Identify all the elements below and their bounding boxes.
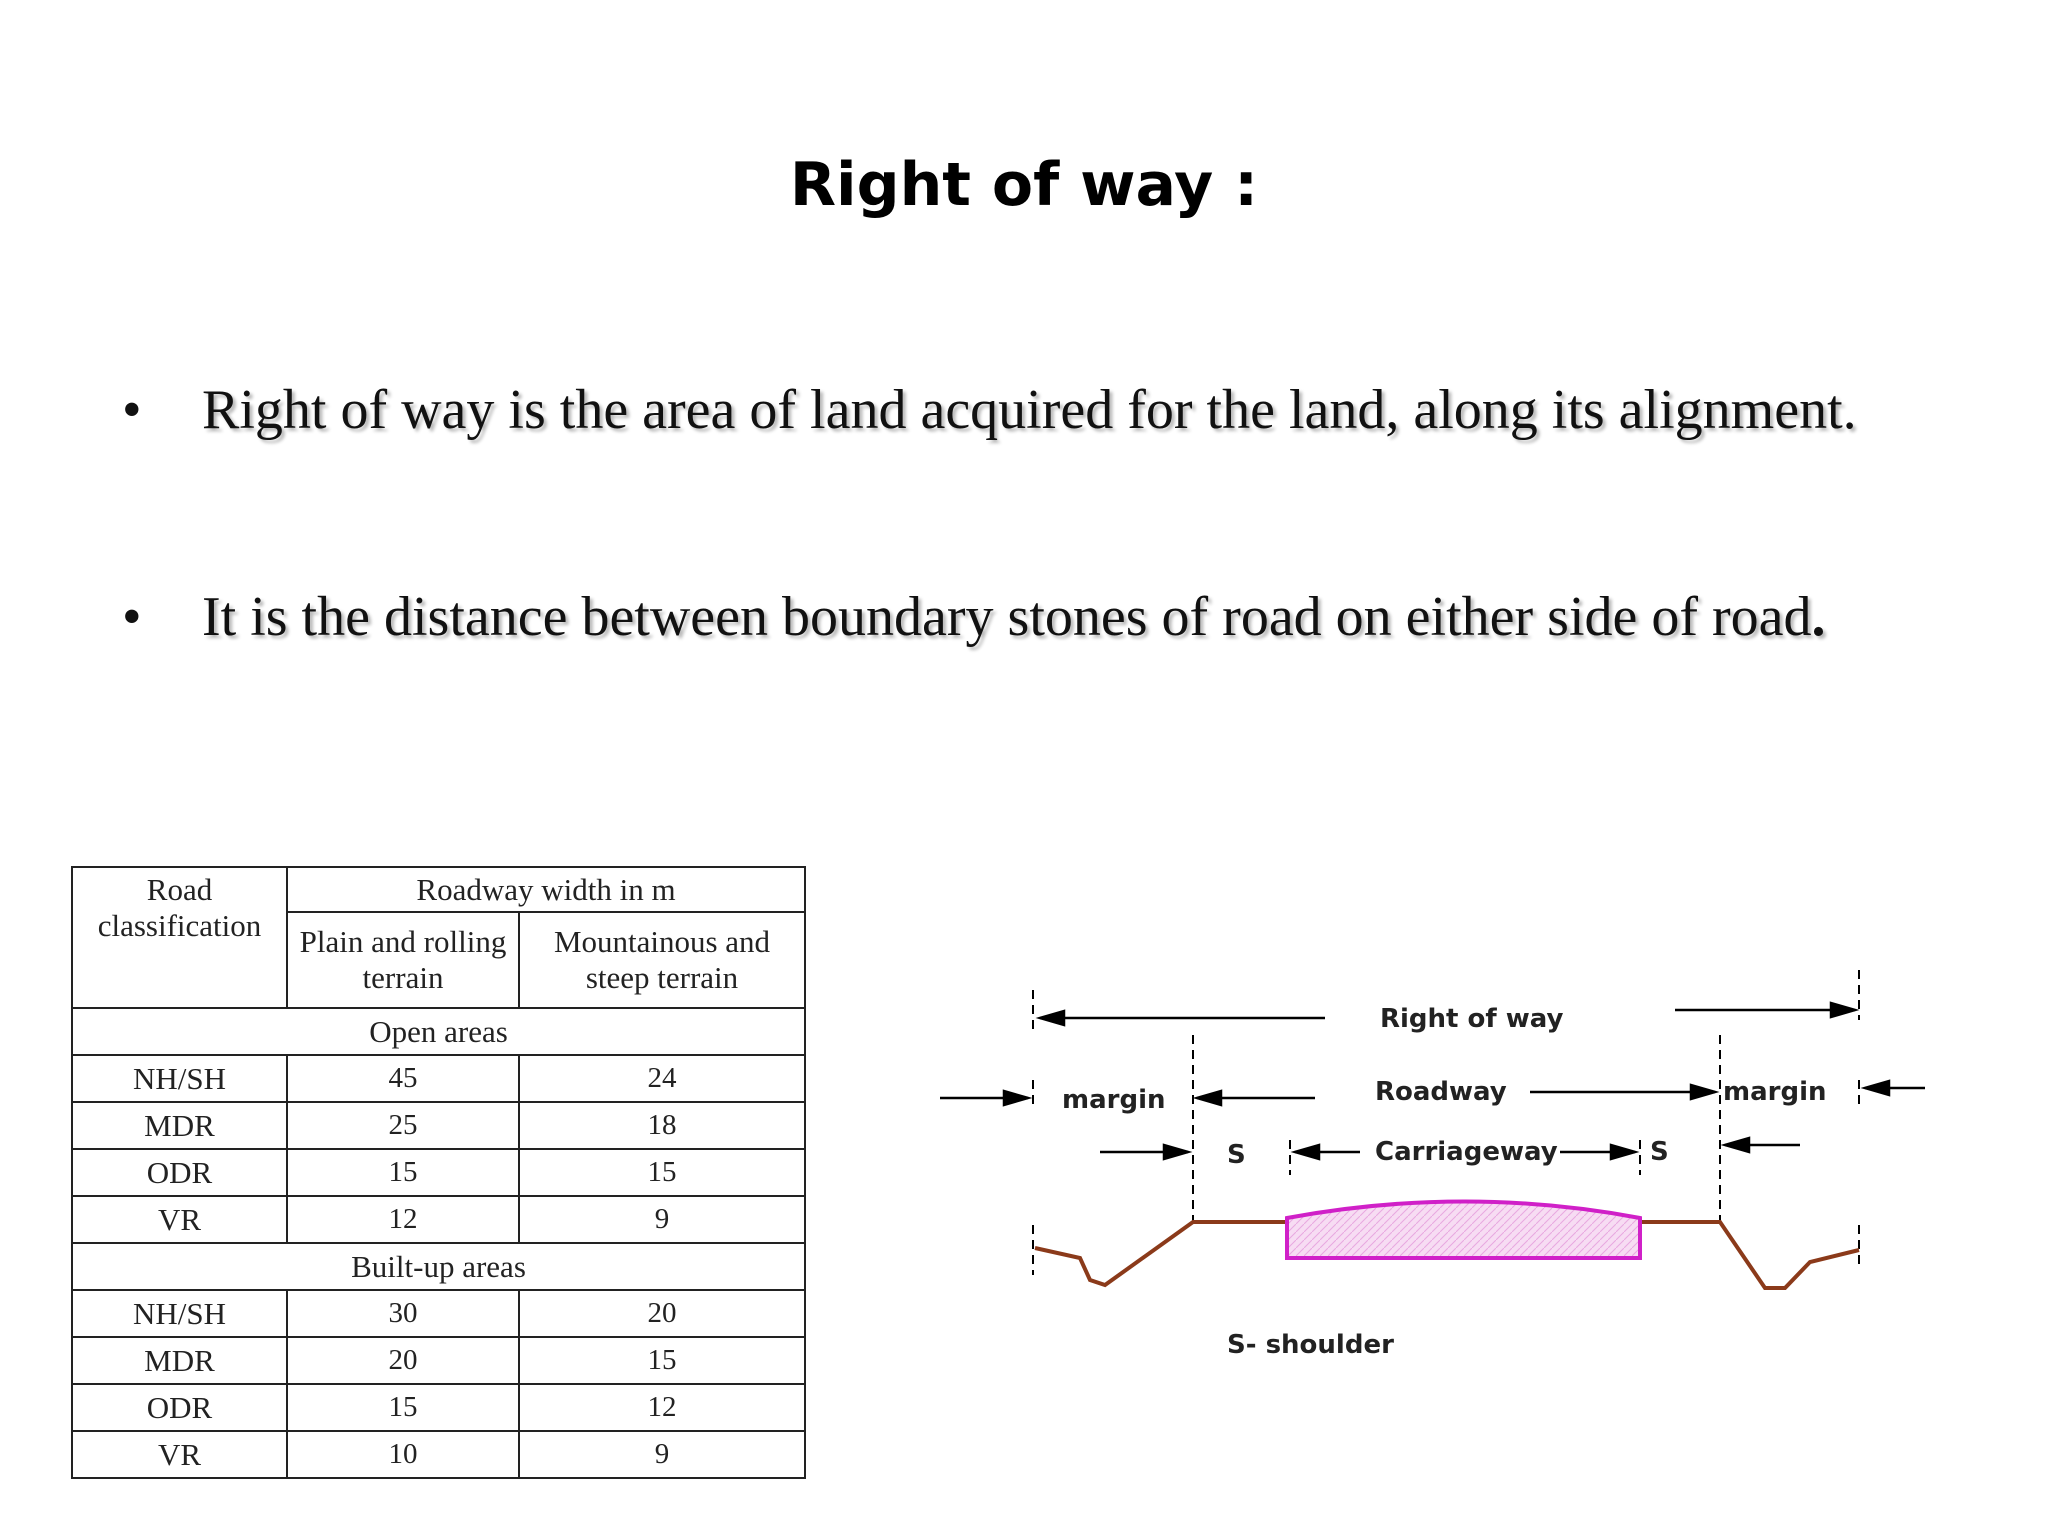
cell-road: VR [72,1196,287,1243]
carriageway-crown [1287,1202,1640,1259]
cell-mountain: 24 [519,1055,805,1102]
slide-title: Right of way : [789,150,1259,220]
label-shoulder-legend: S- shoulder [1227,1330,1394,1360]
cell-road: VR [72,1431,287,1478]
cell-road: MDR [72,1337,287,1384]
bullet-end-period: . [1811,586,1826,648]
bullet-text: It is the distance between boundary stones of road on either side of road [202,586,1812,648]
label-carriageway: Carriageway [1375,1137,1558,1167]
label-roadway: Roadway [1375,1077,1507,1107]
section-open-areas: Open areas [72,1008,805,1055]
header-road-classification: Road classification [72,867,287,1008]
cell-road: ODR [72,1149,287,1196]
cell-mountain: 15 [519,1149,805,1196]
cell-mountain: 20 [519,1290,805,1337]
cell-road: ODR [72,1384,287,1431]
bullet-dot: • [122,586,142,648]
cell-mountain: 9 [519,1196,805,1243]
cell-mountain: 15 [519,1337,805,1384]
section-built-up-areas: Built-up areas [72,1243,805,1290]
label-shoulder-right: S [1650,1137,1669,1167]
cell-plain: 30 [287,1290,519,1337]
cell-mountain: 12 [519,1384,805,1431]
header-mountainous-steep: Mountainous and steep terrain [519,912,805,1008]
header-plain-rolling: Plain and rolling terrain [287,912,519,1008]
cell-plain: 25 [287,1102,519,1149]
cell-plain: 10 [287,1431,519,1478]
label-shoulder-left: S [1227,1140,1246,1170]
cell-plain: 45 [287,1055,519,1102]
bullet-dot: • [122,379,142,441]
cell-road: MDR [72,1102,287,1149]
cell-road: NH/SH [72,1055,287,1102]
cell-mountain: 18 [519,1102,805,1149]
cell-mountain: 9 [519,1431,805,1478]
label-margin-right: margin [1723,1077,1827,1107]
cell-plain: 15 [287,1384,519,1431]
bullet-text: Right of way is the area of land acquired for the land, along its alignment. [202,379,1857,441]
cell-plain: 20 [287,1337,519,1384]
cell-plain: 12 [287,1196,519,1243]
cell-road: NH/SH [72,1290,287,1337]
cell-plain: 15 [287,1149,519,1196]
header-roadway-width: Roadway width in m [287,867,805,912]
label-right-of-way: Right of way [1380,1004,1564,1034]
label-margin-left: margin [1062,1085,1166,1115]
